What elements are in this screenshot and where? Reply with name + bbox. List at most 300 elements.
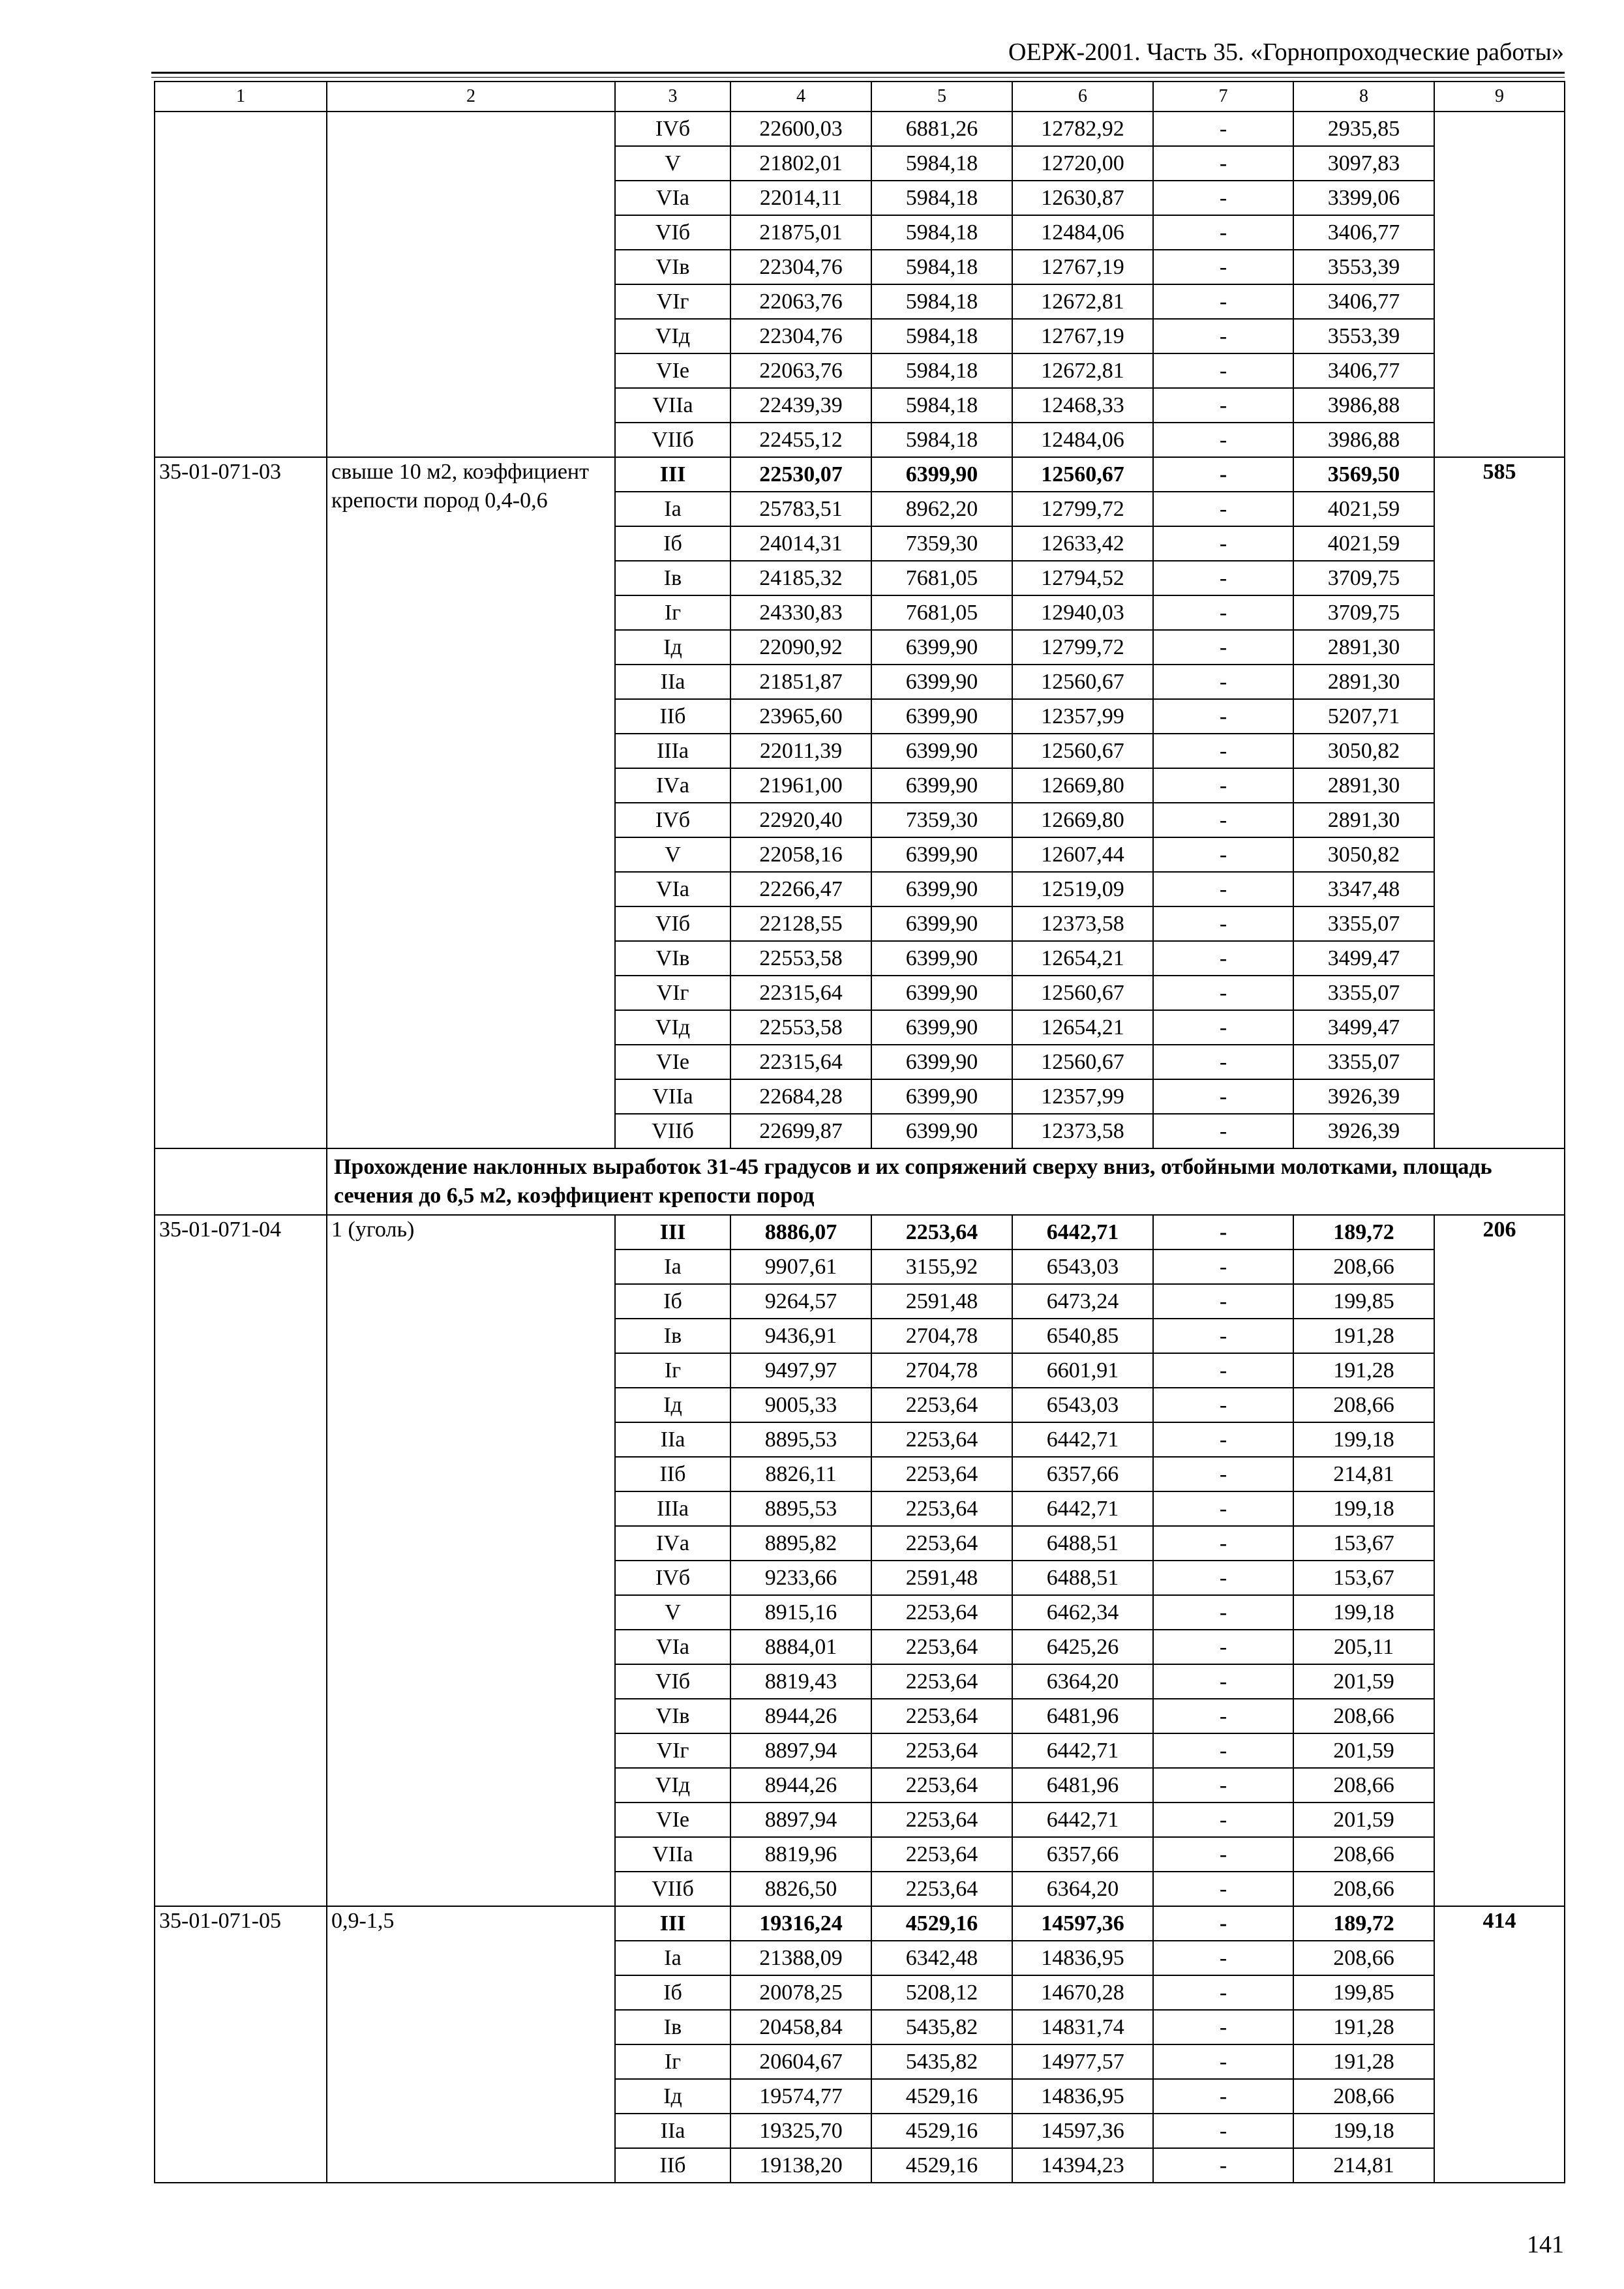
value-cell: 12782,92: [1012, 112, 1153, 146]
value-cell: 12560,67: [1012, 734, 1153, 768]
category-cell: IIб: [615, 2148, 730, 2183]
value-cell: 2253,64: [871, 1215, 1012, 1249]
value-cell: 6399,90: [871, 1010, 1012, 1045]
value-cell: 8962,20: [871, 492, 1012, 526]
value-cell: -: [1153, 837, 1293, 872]
category-cell: VIIа: [615, 1837, 730, 1872]
category-cell: VIе: [615, 1045, 730, 1079]
category-cell: IIа: [615, 1422, 730, 1457]
value-cell: 5984,18: [871, 353, 1012, 388]
value-cell: 12560,67: [1012, 1045, 1153, 1079]
value-cell: 8944,26: [730, 1699, 871, 1733]
value-cell: 208,66: [1293, 1249, 1434, 1284]
header-rule-thin: [151, 77, 1565, 78]
value-cell: 6488,51: [1012, 1526, 1153, 1561]
value-cell: 6364,20: [1012, 1872, 1153, 1906]
value-cell: 6364,20: [1012, 1664, 1153, 1699]
value-cell: 8826,11: [730, 1457, 871, 1491]
value-cell: -: [1153, 1872, 1293, 1906]
value-cell: 12720,00: [1012, 146, 1153, 181]
value-cell: 22058,16: [730, 837, 871, 872]
value-cell: 3986,88: [1293, 423, 1434, 457]
value-cell: 2891,30: [1293, 768, 1434, 803]
value-cell: 2253,64: [871, 1595, 1012, 1630]
value-cell: -: [1153, 146, 1293, 181]
value-cell: -: [1153, 595, 1293, 630]
value-cell: -: [1153, 1630, 1293, 1664]
value-cell: -: [1153, 2114, 1293, 2148]
value-cell: 12484,06: [1012, 215, 1153, 250]
category-cell: Iв: [615, 561, 730, 595]
value-cell: 20078,25: [730, 1975, 871, 2010]
category-cell: III: [615, 457, 730, 492]
value-cell: 6399,90: [871, 837, 1012, 872]
value-cell: 3355,07: [1293, 976, 1434, 1010]
value-cell: 208,66: [1293, 1699, 1434, 1733]
value-cell: -: [1153, 2044, 1293, 2079]
value-cell: 6399,90: [871, 976, 1012, 1010]
category-cell: VIб: [615, 1664, 730, 1699]
value-cell: -: [1153, 699, 1293, 734]
category-cell: VIIа: [615, 1079, 730, 1114]
value-cell: 4529,16: [871, 2114, 1012, 2148]
value-cell: -: [1153, 1768, 1293, 1803]
value-cell: -: [1153, 1079, 1293, 1114]
value-cell: 22315,64: [730, 976, 871, 1010]
value-cell: 5435,82: [871, 2010, 1012, 2044]
value-cell: -: [1153, 1837, 1293, 1872]
value-cell: 6543,03: [1012, 1249, 1153, 1284]
value-cell: -: [1153, 1975, 1293, 2010]
value-cell: 22315,64: [730, 1045, 871, 1079]
value-cell: 4021,59: [1293, 526, 1434, 561]
category-cell: VIд: [615, 1768, 730, 1803]
value-cell: -: [1153, 941, 1293, 976]
value-cell: 12607,44: [1012, 837, 1153, 872]
col9-cell: 206: [1434, 1215, 1565, 1906]
value-cell: 23965,60: [730, 699, 871, 734]
code-cell: 35-01-071-04: [155, 1215, 327, 1906]
category-cell: Iа: [615, 492, 730, 526]
value-cell: 6442,71: [1012, 1491, 1153, 1526]
value-cell: -: [1153, 768, 1293, 803]
value-cell: 22304,76: [730, 319, 871, 353]
category-cell: VIIб: [615, 1872, 730, 1906]
value-cell: 6442,71: [1012, 1803, 1153, 1837]
value-cell: 19574,77: [730, 2079, 871, 2114]
value-cell: 2253,64: [871, 1803, 1012, 1837]
value-cell: 22920,40: [730, 803, 871, 837]
value-cell: 6473,24: [1012, 1284, 1153, 1319]
value-cell: 2253,64: [871, 1733, 1012, 1768]
value-cell: 8897,94: [730, 1733, 871, 1768]
value-cell: 8819,43: [730, 1664, 871, 1699]
value-cell: 21851,87: [730, 665, 871, 699]
value-cell: 199,85: [1293, 1975, 1434, 2010]
value-cell: 5435,82: [871, 2044, 1012, 2079]
category-cell: VIд: [615, 1010, 730, 1045]
value-cell: 8897,94: [730, 1803, 871, 1837]
value-cell: 14831,74: [1012, 2010, 1153, 2044]
category-cell: Iд: [615, 630, 730, 665]
value-cell: 22266,47: [730, 872, 871, 906]
code-cell: [155, 112, 327, 457]
value-cell: 3399,06: [1293, 181, 1434, 215]
value-cell: -: [1153, 976, 1293, 1010]
value-cell: 4529,16: [871, 2148, 1012, 2183]
category-cell: Iа: [615, 1941, 730, 1975]
value-cell: 3406,77: [1293, 284, 1434, 319]
category-cell: IVб: [615, 1561, 730, 1595]
value-cell: 21802,01: [730, 146, 871, 181]
value-cell: -: [1153, 1941, 1293, 1975]
value-cell: 8895,53: [730, 1422, 871, 1457]
value-cell: 22553,58: [730, 941, 871, 976]
category-cell: Iв: [615, 1319, 730, 1353]
value-cell: 20604,67: [730, 2044, 871, 2079]
value-cell: 5984,18: [871, 284, 1012, 319]
value-cell: 6399,90: [871, 872, 1012, 906]
value-cell: -: [1153, 388, 1293, 423]
category-cell: Iа: [615, 1249, 730, 1284]
value-cell: 12672,81: [1012, 284, 1153, 319]
category-cell: IVа: [615, 768, 730, 803]
value-cell: -: [1153, 1595, 1293, 1630]
value-cell: 7681,05: [871, 595, 1012, 630]
value-cell: 3050,82: [1293, 734, 1434, 768]
value-cell: 14597,36: [1012, 2114, 1153, 2148]
value-cell: 153,67: [1293, 1561, 1434, 1595]
value-cell: -: [1153, 561, 1293, 595]
value-cell: 6481,96: [1012, 1768, 1153, 1803]
section-row: [155, 1148, 1565, 1215]
value-cell: 6543,03: [1012, 1388, 1153, 1422]
category-cell: VIг: [615, 284, 730, 319]
category-cell: Iб: [615, 1975, 730, 2010]
column-number: 8: [1293, 82, 1434, 112]
value-cell: 12484,06: [1012, 423, 1153, 457]
column-number: 1: [155, 82, 327, 112]
value-cell: 2253,64: [871, 1837, 1012, 1872]
value-cell: 3406,77: [1293, 353, 1434, 388]
value-cell: 6481,96: [1012, 1699, 1153, 1733]
category-cell: VIг: [615, 976, 730, 1010]
value-cell: 205,11: [1293, 1630, 1434, 1664]
value-cell: 6488,51: [1012, 1561, 1153, 1595]
value-cell: 2253,64: [871, 1422, 1012, 1457]
value-cell: 22699,87: [730, 1114, 871, 1148]
column-number: 2: [327, 82, 615, 112]
value-cell: -: [1153, 526, 1293, 561]
value-cell: 6399,90: [871, 1079, 1012, 1114]
value-cell: 12373,58: [1012, 1114, 1153, 1148]
value-cell: 22553,58: [730, 1010, 871, 1045]
value-cell: 22439,39: [730, 388, 871, 423]
value-cell: -: [1153, 112, 1293, 146]
category-cell: VIв: [615, 250, 730, 284]
value-cell: 6462,34: [1012, 1595, 1153, 1630]
value-cell: 5208,12: [871, 1975, 1012, 2010]
value-cell: 6425,26: [1012, 1630, 1153, 1664]
value-cell: 6399,90: [871, 457, 1012, 492]
value-cell: -: [1153, 734, 1293, 768]
column-number: 6: [1012, 82, 1153, 112]
value-cell: 2704,78: [871, 1319, 1012, 1353]
value-cell: 8895,82: [730, 1526, 871, 1561]
value-cell: 3097,83: [1293, 146, 1434, 181]
value-cell: 191,28: [1293, 2010, 1434, 2044]
category-cell: III: [615, 1906, 730, 1941]
value-cell: 24185,32: [730, 561, 871, 595]
value-cell: 2591,48: [871, 1561, 1012, 1595]
value-cell: 5984,18: [871, 215, 1012, 250]
value-cell: 5984,18: [871, 388, 1012, 423]
value-cell: 21961,00: [730, 768, 871, 803]
value-cell: 12468,33: [1012, 388, 1153, 423]
value-cell: 12654,21: [1012, 1010, 1153, 1045]
category-cell: IIа: [615, 2114, 730, 2148]
value-cell: 6399,90: [871, 665, 1012, 699]
section-spacer: [155, 1148, 327, 1215]
value-cell: 199,18: [1293, 1422, 1434, 1457]
category-cell: IVб: [615, 803, 730, 837]
value-cell: 12373,58: [1012, 906, 1153, 941]
value-cell: 24330,83: [730, 595, 871, 630]
value-cell: -: [1153, 2079, 1293, 2114]
column-number-row: [155, 82, 1565, 112]
value-cell: 12654,21: [1012, 941, 1153, 976]
value-cell: 153,67: [1293, 1526, 1434, 1561]
value-cell: 3355,07: [1293, 906, 1434, 941]
value-cell: 6442,71: [1012, 1733, 1153, 1768]
document-header-title: ОЕРЖ-2001. Часть 35. «Горнопроходческие работы»: [1008, 38, 1564, 66]
column-number: 5: [871, 82, 1012, 112]
value-cell: 21875,01: [730, 215, 871, 250]
value-cell: 7359,30: [871, 526, 1012, 561]
value-cell: 12799,72: [1012, 630, 1153, 665]
page-number: 141: [1527, 2231, 1564, 2258]
value-cell: 12799,72: [1012, 492, 1153, 526]
category-cell: VIв: [615, 941, 730, 976]
value-cell: 19138,20: [730, 2148, 871, 2183]
col9-cell: 585: [1434, 457, 1565, 1148]
category-cell: IVа: [615, 1526, 730, 1561]
value-cell: 201,59: [1293, 1664, 1434, 1699]
value-cell: 12672,81: [1012, 353, 1153, 388]
table-row: [155, 112, 1565, 146]
value-cell: 8884,01: [730, 1630, 871, 1664]
value-cell: 22090,92: [730, 630, 871, 665]
value-cell: -: [1153, 803, 1293, 837]
value-cell: 6399,90: [871, 1045, 1012, 1079]
value-cell: 12940,03: [1012, 595, 1153, 630]
value-cell: -: [1153, 1422, 1293, 1457]
value-cell: -: [1153, 1526, 1293, 1561]
category-cell: VIIб: [615, 423, 730, 457]
value-cell: 3499,47: [1293, 1010, 1434, 1045]
value-cell: 2891,30: [1293, 630, 1434, 665]
value-cell: 22684,28: [730, 1079, 871, 1114]
value-cell: 7359,30: [871, 803, 1012, 837]
rates-table: [154, 81, 1565, 2183]
value-cell: 214,81: [1293, 2148, 1434, 2183]
value-cell: 6357,66: [1012, 1457, 1153, 1491]
value-cell: 12767,19: [1012, 319, 1153, 353]
value-cell: 3499,47: [1293, 941, 1434, 976]
category-cell: IIб: [615, 1457, 730, 1491]
column-number: 9: [1434, 82, 1565, 112]
category-cell: Iг: [615, 2044, 730, 2079]
value-cell: -: [1153, 1699, 1293, 1733]
value-cell: 191,28: [1293, 1353, 1434, 1388]
value-cell: 189,72: [1293, 1215, 1434, 1249]
value-cell: 189,72: [1293, 1906, 1434, 1941]
table-row: [155, 1906, 1565, 1941]
value-cell: 14836,95: [1012, 2079, 1153, 2114]
value-cell: 14670,28: [1012, 1975, 1153, 2010]
value-cell: 14394,23: [1012, 2148, 1153, 2183]
category-cell: Iд: [615, 1388, 730, 1422]
value-cell: 7681,05: [871, 561, 1012, 595]
value-cell: -: [1153, 1561, 1293, 1595]
value-cell: -: [1153, 1733, 1293, 1768]
value-cell: 3926,39: [1293, 1114, 1434, 1148]
value-cell: -: [1153, 250, 1293, 284]
description-cell: [327, 112, 615, 457]
value-cell: 201,59: [1293, 1803, 1434, 1837]
value-cell: 199,18: [1293, 2114, 1434, 2148]
value-cell: 8826,50: [730, 1872, 871, 1906]
category-cell: VIв: [615, 1699, 730, 1733]
category-cell: VIе: [615, 353, 730, 388]
value-cell: 12669,80: [1012, 768, 1153, 803]
value-cell: 2253,64: [871, 1664, 1012, 1699]
value-cell: 6399,90: [871, 906, 1012, 941]
value-cell: 19316,24: [730, 1906, 871, 1941]
section-title: Прохождение наклонных выработок 31-45 градусов и их сопряжений сверху вниз, отбойными молотками, площадь сечения до 6,5 м2, коэффициент крепости пород: [327, 1148, 1565, 1215]
value-cell: 199,85: [1293, 1284, 1434, 1319]
value-cell: 9436,91: [730, 1319, 871, 1353]
value-cell: -: [1153, 1664, 1293, 1699]
value-cell: 9005,33: [730, 1388, 871, 1422]
value-cell: 208,66: [1293, 1941, 1434, 1975]
value-cell: 5984,18: [871, 423, 1012, 457]
value-cell: 12560,67: [1012, 457, 1153, 492]
value-cell: 19325,70: [730, 2114, 871, 2148]
value-cell: 2253,64: [871, 1768, 1012, 1803]
value-cell: 2704,78: [871, 1353, 1012, 1388]
value-cell: 3986,88: [1293, 388, 1434, 423]
value-cell: 22304,76: [730, 250, 871, 284]
value-cell: 2253,64: [871, 1872, 1012, 1906]
value-cell: 6442,71: [1012, 1422, 1153, 1457]
description-cell: 0,9-1,5: [327, 1906, 615, 2183]
value-cell: 208,66: [1293, 2079, 1434, 2114]
value-cell: 6399,90: [871, 1114, 1012, 1148]
value-cell: 9264,57: [730, 1284, 871, 1319]
value-cell: 6399,90: [871, 941, 1012, 976]
value-cell: -: [1153, 1388, 1293, 1422]
value-cell: -: [1153, 872, 1293, 906]
value-cell: 12357,99: [1012, 1079, 1153, 1114]
value-cell: -: [1153, 181, 1293, 215]
value-cell: 3553,39: [1293, 250, 1434, 284]
value-cell: 201,59: [1293, 1733, 1434, 1768]
value-cell: 25783,51: [730, 492, 871, 526]
value-cell: 2253,64: [871, 1699, 1012, 1733]
value-cell: 208,66: [1293, 1388, 1434, 1422]
value-cell: 6442,71: [1012, 1215, 1153, 1249]
value-cell: 22011,39: [730, 734, 871, 768]
value-cell: 6399,90: [871, 699, 1012, 734]
category-cell: VIб: [615, 215, 730, 250]
category-cell: V: [615, 1595, 730, 1630]
value-cell: 5207,71: [1293, 699, 1434, 734]
value-cell: 199,18: [1293, 1595, 1434, 1630]
value-cell: 214,81: [1293, 1457, 1434, 1491]
value-cell: 8895,53: [730, 1491, 871, 1526]
category-cell: VIб: [615, 906, 730, 941]
value-cell: 4021,59: [1293, 492, 1434, 526]
value-cell: 2253,64: [871, 1491, 1012, 1526]
value-cell: 3553,39: [1293, 319, 1434, 353]
column-number: 7: [1153, 82, 1293, 112]
value-cell: -: [1153, 1045, 1293, 1079]
value-cell: 5984,18: [871, 319, 1012, 353]
category-cell: IVб: [615, 112, 730, 146]
value-cell: 24014,31: [730, 526, 871, 561]
value-cell: -: [1153, 665, 1293, 699]
value-cell: -: [1153, 1457, 1293, 1491]
value-cell: -: [1153, 1284, 1293, 1319]
category-cell: VIа: [615, 872, 730, 906]
value-cell: 12767,19: [1012, 250, 1153, 284]
value-cell: 2935,85: [1293, 112, 1434, 146]
code-cell: 35-01-071-05: [155, 1906, 327, 2183]
value-cell: 208,66: [1293, 1768, 1434, 1803]
description-cell: 1 (уголь): [327, 1215, 615, 1906]
value-cell: 12633,42: [1012, 526, 1153, 561]
category-cell: III: [615, 1215, 730, 1249]
value-cell: 12357,99: [1012, 699, 1153, 734]
value-cell: 4529,16: [871, 1906, 1012, 1941]
value-cell: 3709,75: [1293, 561, 1434, 595]
category-cell: IIIа: [615, 734, 730, 768]
value-cell: 208,66: [1293, 1837, 1434, 1872]
category-cell: Iд: [615, 2079, 730, 2114]
value-cell: 22128,55: [730, 906, 871, 941]
value-cell: -: [1153, 1906, 1293, 1941]
category-cell: IIб: [615, 699, 730, 734]
value-cell: -: [1153, 2148, 1293, 2183]
value-cell: 3926,39: [1293, 1079, 1434, 1114]
value-cell: 6357,66: [1012, 1837, 1153, 1872]
category-cell: VIд: [615, 319, 730, 353]
value-cell: 6342,48: [871, 1941, 1012, 1975]
category-cell: V: [615, 837, 730, 872]
value-cell: 22063,76: [730, 284, 871, 319]
value-cell: -: [1153, 284, 1293, 319]
value-cell: 6601,91: [1012, 1353, 1153, 1388]
value-cell: 5984,18: [871, 250, 1012, 284]
value-cell: 2591,48: [871, 1284, 1012, 1319]
value-cell: 12519,09: [1012, 872, 1153, 906]
value-cell: 4529,16: [871, 2079, 1012, 2114]
value-cell: -: [1153, 1249, 1293, 1284]
value-cell: 2253,64: [871, 1457, 1012, 1491]
value-cell: 3155,92: [871, 1249, 1012, 1284]
value-cell: 208,66: [1293, 1872, 1434, 1906]
